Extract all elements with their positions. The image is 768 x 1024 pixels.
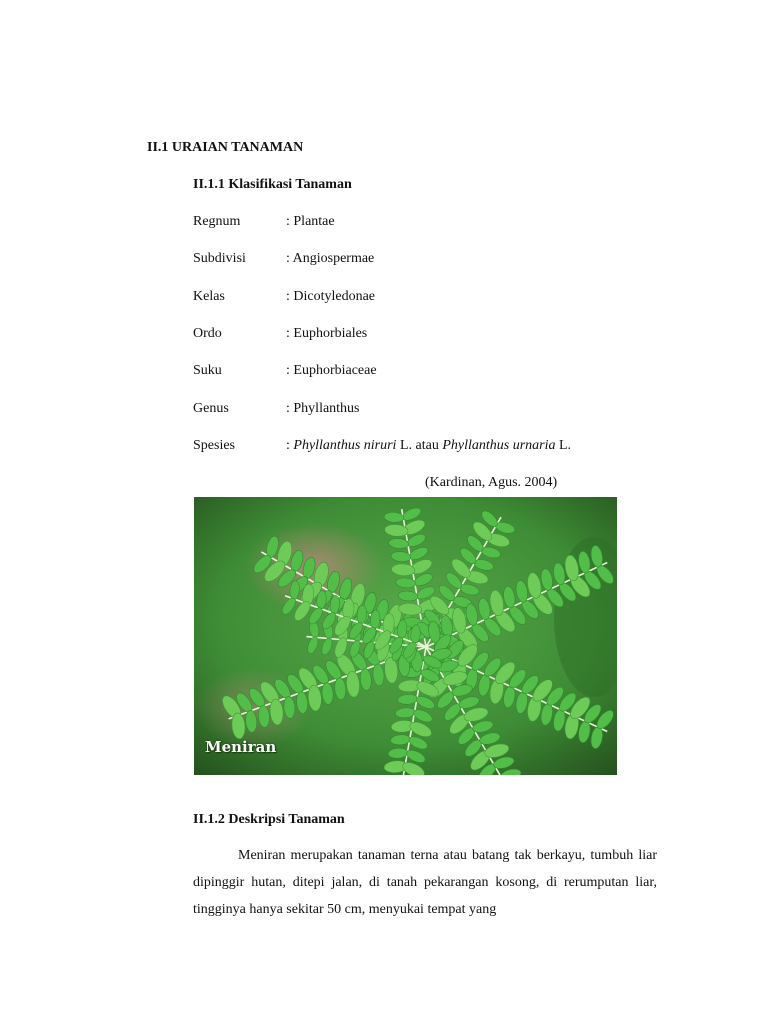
classification-value: : Euphorbiaceae	[286, 363, 377, 378]
classification-label: Subdivisi	[193, 251, 246, 266]
species-suffix: L.	[555, 438, 572, 453]
species-name-1: Phyllanthus niruri	[293, 438, 397, 453]
classification-row	[193, 362, 653, 382]
citation: (Kardinan, Agus. 2004)	[425, 475, 558, 490]
species-connector: L. atau	[396, 438, 443, 453]
classification-label: Genus	[193, 401, 229, 416]
section-heading: II.1 URAIAN TANAMAN	[147, 140, 304, 155]
classification-value: : Angiospermae	[286, 251, 375, 266]
classification-subheading: II.1.1 Klasifikasi Tanaman	[193, 177, 352, 192]
classification-row	[193, 250, 653, 270]
classification-row	[193, 213, 653, 233]
classification-label: Regnum	[193, 214, 241, 229]
classification-value: : Plantae	[286, 214, 335, 229]
classification-row	[193, 288, 653, 308]
classification-label: Ordo	[193, 326, 222, 341]
description-paragraph	[193, 842, 657, 923]
species-colon: :	[286, 438, 294, 453]
classification-value: : Dicotyledonae	[286, 289, 376, 304]
species-value	[286, 437, 571, 454]
classification-label: Kelas	[193, 289, 225, 304]
species-name-2: Phyllanthus urnaria	[442, 438, 556, 453]
classification-label: Suku	[193, 363, 222, 378]
description-text: Meniran merupakan tanaman terna atau batang tak berkayu, tumbuh liar dipinggir hutan, ditepi jalan, di tanah pekarangan kosong, di rerumputan liar, tingginya hanya sekitar 50 cm, menyukai tempat yang	[193, 848, 657, 917]
classification-row	[193, 325, 653, 345]
photo-caption: Meniran	[205, 738, 277, 756]
meniran-plant-image	[194, 497, 617, 775]
classification-row	[193, 400, 653, 420]
species-row	[193, 437, 653, 457]
classification-value: : Phyllanthus	[286, 401, 360, 416]
plant-photo	[194, 497, 617, 775]
description-subheading: II.1.2 Deskripsi Tanaman	[193, 812, 345, 827]
species-label: Spesies	[193, 438, 235, 453]
classification-value: : Euphorbiales	[286, 326, 368, 341]
